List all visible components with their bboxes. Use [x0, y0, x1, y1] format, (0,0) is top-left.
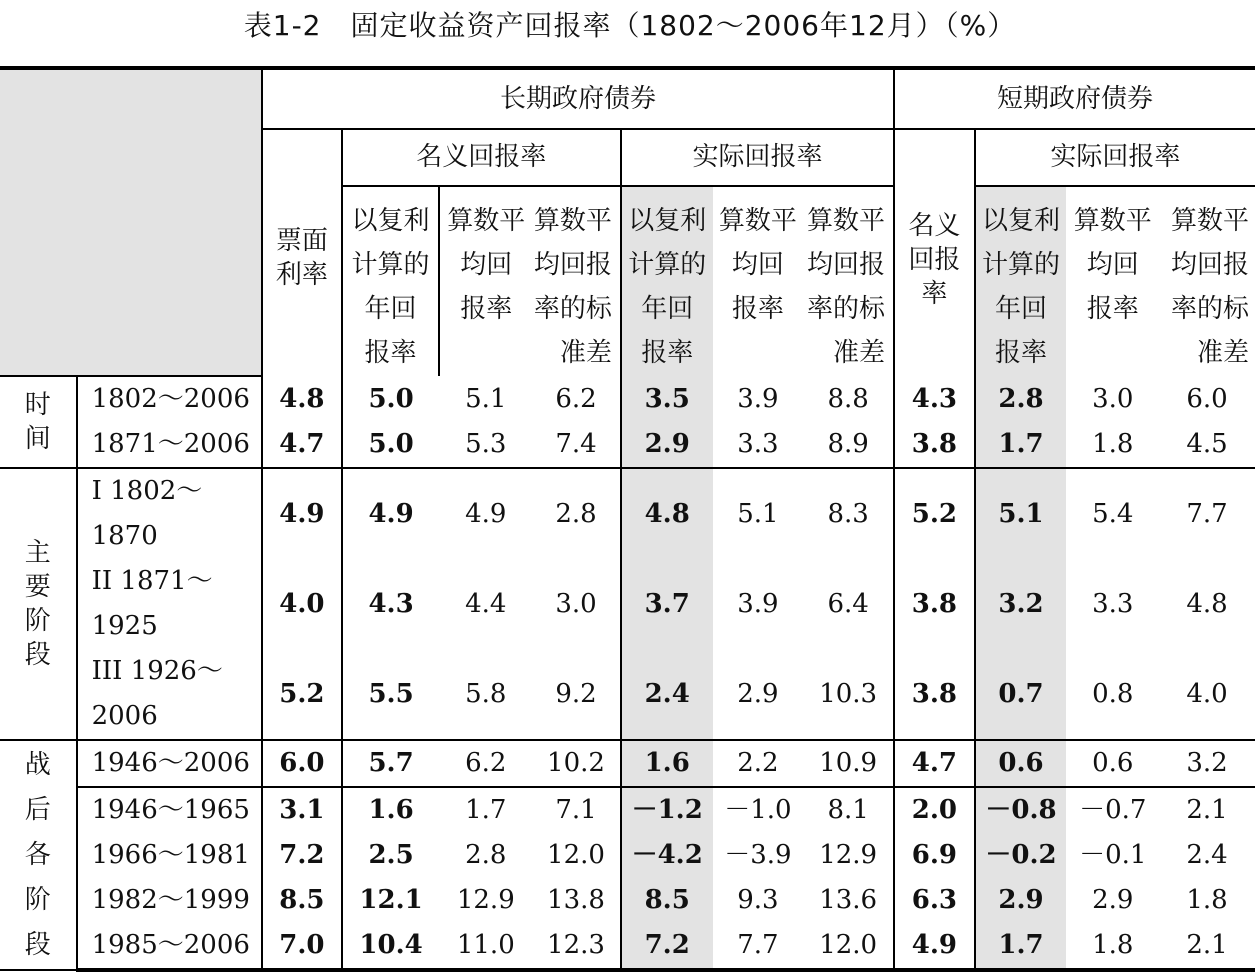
value-cell: 0.6	[1066, 740, 1159, 787]
value-cell: 8.5	[262, 878, 342, 923]
value-cell: 2.9	[1092, 885, 1134, 915]
value-cell: 5.3	[439, 422, 532, 468]
value-cell: 5.2	[894, 468, 975, 559]
value-cell: 3.8	[894, 559, 975, 649]
value-cell: 5.5	[342, 649, 440, 740]
value-cell: 1.7	[465, 795, 507, 825]
value-cell: 10.4	[342, 923, 440, 970]
value-cell: 12.9	[803, 833, 894, 878]
value-cell: －0.2	[975, 833, 1067, 878]
value-cell: 5.7	[342, 740, 440, 787]
value-cell: 11.0	[439, 923, 532, 970]
value-cell: 2.1	[1159, 923, 1255, 970]
value-cell: 7.7	[1186, 498, 1228, 529]
value-cell: 12.3	[532, 923, 621, 970]
value-cell: －4.2	[621, 833, 713, 878]
value-cell: 5.0	[342, 422, 440, 468]
table-row	[0, 376, 1255, 422]
long-term-header: 长期政府债券	[262, 68, 894, 129]
table-row	[0, 468, 1255, 559]
value-cell: 6.2	[532, 376, 621, 422]
table-body	[0, 376, 1255, 970]
value-cell: 4.8	[262, 376, 342, 422]
value-cell: 6.9	[894, 833, 975, 878]
value-cell: 5.1	[737, 498, 779, 529]
value-cell: 4.8	[1186, 588, 1228, 619]
value-cell: 4.9	[262, 468, 342, 559]
value-cell: 7.1	[532, 787, 621, 833]
value-cell: 8.9	[803, 422, 894, 468]
value-cell: 4.3	[894, 376, 975, 422]
value-cell: －3.9	[724, 840, 792, 870]
period-cell: III 1926～2006	[77, 649, 262, 740]
value-cell: 4.8	[621, 468, 713, 559]
value-cell: 7.2	[262, 833, 342, 878]
value-cell: 5.2	[262, 649, 342, 740]
value-cell: 2.8	[975, 376, 1067, 422]
value-cell: 4.9	[465, 498, 507, 529]
table-row	[0, 559, 1255, 649]
value-cell: 3.7	[621, 559, 713, 649]
value-cell: 7.2	[621, 923, 713, 970]
value-cell: 3.0	[532, 559, 621, 649]
value-cell: 0.8	[1066, 649, 1159, 740]
period-cell: 1985～2006	[77, 923, 262, 970]
value-cell: 0.7	[975, 649, 1067, 740]
value-cell: 1.7	[975, 923, 1067, 970]
value-cell: 2.1	[1186, 795, 1228, 825]
value-cell: 4.0	[262, 559, 342, 649]
table-header	[0, 68, 1255, 376]
value-cell: 4.9	[894, 923, 975, 970]
value-cell: 1.8	[1066, 422, 1159, 468]
value-cell: 3.9	[737, 383, 779, 414]
value-cell: 3.2	[1159, 740, 1255, 787]
value-cell: 9.3	[737, 885, 779, 915]
period-cell: I 1802～1870	[77, 468, 262, 559]
value-cell: 2.4	[1186, 840, 1228, 870]
value-cell: －0.8	[975, 787, 1067, 833]
value-cell: 3.8	[894, 422, 975, 468]
period-cell: 1966～1981	[77, 833, 262, 878]
value-cell: 6.3	[894, 878, 975, 923]
value-cell: 3.1	[262, 787, 342, 833]
compound-real-header: 以复利 计算的 年回 报率	[621, 186, 713, 376]
value-cell: 1.8	[1066, 923, 1159, 970]
arith-mean-real-header: 算数平 均回 报率	[718, 206, 797, 324]
arith-mean-header: 算数平 均回 报率	[447, 206, 526, 324]
value-cell: 2.9	[621, 422, 713, 468]
returns-table	[0, 66, 1255, 972]
value-cell: 8.8	[803, 376, 894, 422]
group-time: 时 间	[0, 376, 77, 468]
nominal-return-header: 名义回报率	[342, 129, 621, 186]
value-cell: 4.5	[1159, 422, 1255, 468]
value-cell: 9.2	[532, 649, 621, 740]
value-cell: 6.2	[439, 740, 532, 787]
value-cell: 13.8	[532, 878, 621, 923]
value-cell: 4.7	[262, 422, 342, 468]
value-cell: 3.2	[975, 559, 1067, 649]
arith-std-short-header: 算数平 均回报 率的标 准差	[1170, 206, 1249, 368]
value-cell: 7.4	[532, 422, 621, 468]
table-title: 表1-2 固定收益资产回报率（1802～2006年12月）（%）	[243, 9, 1017, 42]
value-cell: 5.1	[465, 383, 507, 414]
value-cell: －1.0	[724, 795, 792, 825]
value-cell: 5.1	[975, 468, 1067, 559]
table-row	[0, 649, 1255, 740]
value-cell: 4.0	[1159, 649, 1255, 740]
period-cell: 1871～2006	[77, 422, 262, 468]
value-cell: 10.3	[803, 649, 894, 740]
value-cell: 2.9	[975, 878, 1067, 923]
value-cell: 4.4	[465, 588, 507, 619]
period-cell: II 1871～1925	[77, 559, 262, 649]
table-row	[0, 833, 1255, 878]
value-cell: 7.0	[262, 923, 342, 970]
value-cell: 5.4	[1092, 498, 1134, 529]
value-cell: 10.2	[532, 740, 621, 787]
value-cell: 0.6	[975, 740, 1067, 787]
group-postwar-stages: 战 后 各 阶 段	[0, 740, 77, 970]
period-cell: 1802～2006	[77, 376, 262, 422]
nominal-short-header: 名义 回报 率	[894, 129, 975, 376]
compound-short-header: 以复利 计算的 年回 报率	[975, 186, 1067, 376]
value-cell: 13.6	[803, 878, 894, 923]
value-cell: －0.7	[1079, 795, 1147, 825]
period-cell: 1946～2006	[77, 740, 262, 787]
value-cell: 6.4	[803, 559, 894, 649]
value-cell: －1.2	[621, 787, 713, 833]
short-term-header: 短期政府债券	[894, 68, 1255, 129]
value-cell: 1.8	[1186, 885, 1228, 915]
value-cell: 2.2	[713, 740, 804, 787]
value-cell: 12.9	[456, 885, 515, 915]
table-row	[0, 923, 1255, 970]
table-row	[0, 878, 1255, 923]
corner-cell	[0, 68, 262, 376]
value-cell: 3.0	[1092, 383, 1134, 414]
arith-std-header: 算数平 均回报 率的标 准差	[532, 186, 621, 376]
value-cell: 1.6	[621, 740, 713, 787]
value-cell: 4.3	[368, 588, 414, 619]
value-cell: 3.8	[894, 649, 975, 740]
value-cell: 2.0	[894, 787, 975, 833]
real-return-long-header: 实际回报率	[621, 129, 894, 186]
value-cell: 6.0	[1186, 383, 1228, 414]
value-cell: 1.7	[975, 422, 1067, 468]
period-cell: 1946～1965	[77, 787, 262, 833]
value-cell: 8.5	[621, 878, 713, 923]
value-cell: 12.0	[532, 833, 621, 878]
table-row	[0, 787, 1255, 833]
value-cell: 8.1	[803, 787, 894, 833]
value-cell: 4.9	[368, 498, 414, 529]
value-cell: 12.0	[803, 923, 894, 970]
period-cell: 1982～1999	[77, 878, 262, 923]
arith-std-real-header: 算数平 均回报 率的标 准差	[803, 186, 894, 376]
group-major-stages: 主 要 阶 段	[0, 468, 77, 740]
value-cell: 1.6	[368, 795, 414, 825]
table-row	[0, 740, 1255, 787]
value-cell: 3.5	[621, 376, 713, 422]
value-cell: 2.8	[465, 840, 507, 870]
table-row	[0, 422, 1255, 468]
real-return-short-header: 实际回报率	[975, 129, 1255, 186]
value-cell: 5.0	[368, 383, 414, 414]
value-cell: 3.9	[737, 588, 779, 619]
value-cell: 3.3	[713, 422, 804, 468]
value-cell: 12.1	[359, 885, 423, 915]
value-cell: 2.8	[532, 468, 621, 559]
compound-return-header: 以复利 计算的 年回 报率	[342, 186, 440, 376]
value-cell: 10.9	[803, 740, 894, 787]
arith-mean-short-header: 算数平 均回 报率	[1073, 206, 1152, 324]
value-cell: 8.3	[803, 468, 894, 559]
value-cell: 7.7	[713, 923, 804, 970]
value-cell: 2.5	[368, 840, 414, 870]
value-cell: 4.7	[894, 740, 975, 787]
coupon-rate-header: 票面 利率	[262, 129, 342, 376]
value-cell: 2.9	[713, 649, 804, 740]
value-cell: 2.4	[621, 649, 713, 740]
value-cell: 6.0	[262, 740, 342, 787]
value-cell: 5.8	[439, 649, 532, 740]
value-cell: －0.1	[1079, 840, 1147, 870]
value-cell: 3.3	[1092, 588, 1134, 619]
